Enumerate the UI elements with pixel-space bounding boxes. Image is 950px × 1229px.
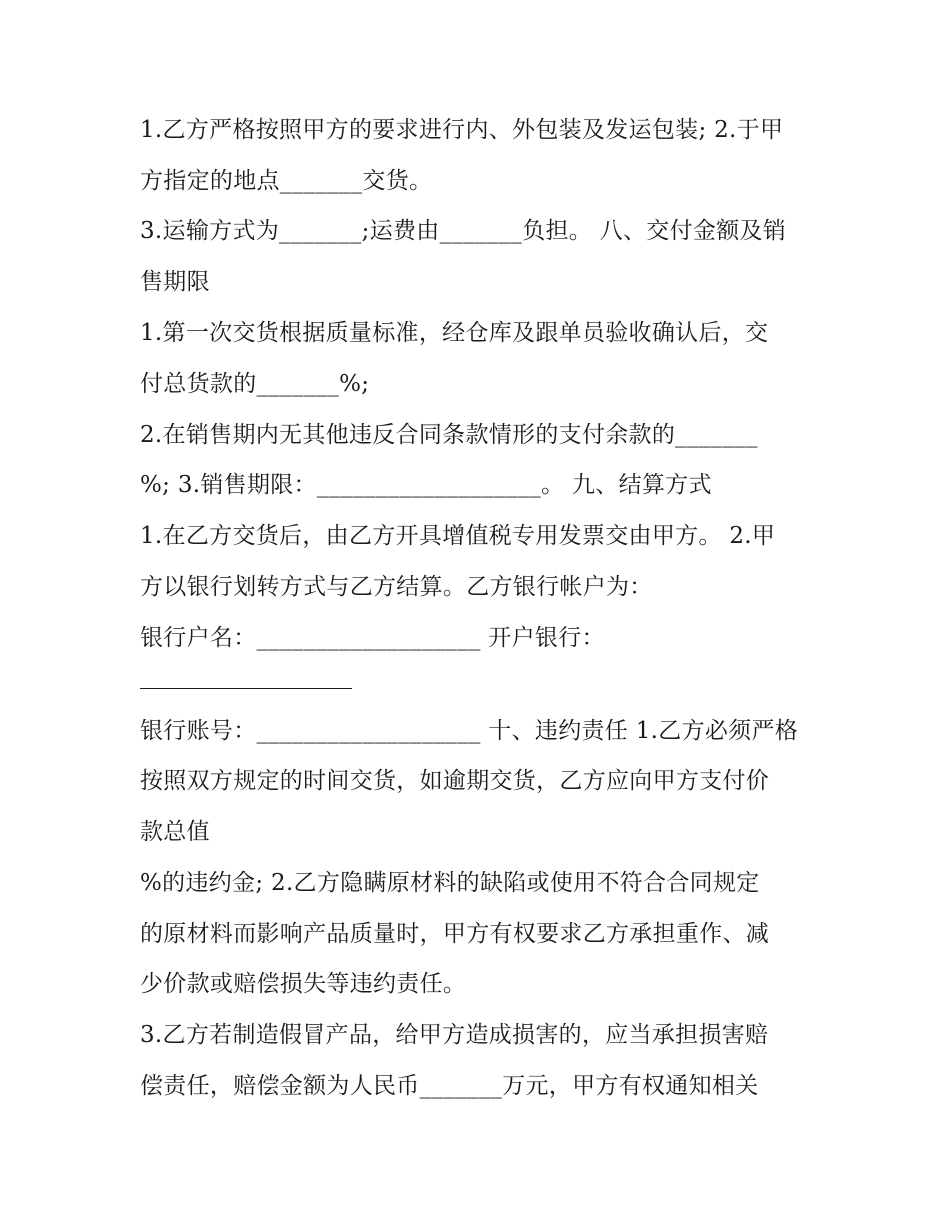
text-line: 1.乙方严格按照甲方的要求进行内、外包装及发运包装; 2.于甲 [140, 117, 784, 143]
text-line: 1.在乙方交货后，由乙方开具增值税专用发票交由甲方。 2.甲 [140, 523, 776, 549]
text-line: 款总值 [140, 819, 210, 845]
text-line: 银行户名：___________________ 开户银行： [140, 625, 605, 651]
text-line: 按照双方规定的时间交货，如逾期交货，乙方应向甲方支付价 [140, 768, 770, 794]
text-line: 方指定的地点_______交货。 [140, 168, 433, 194]
text-line: 售期限 [140, 269, 210, 295]
text-line: 2.在销售期内无其他违反合同条款情形的支付余款的_______ [140, 422, 758, 448]
blank-underline [140, 688, 352, 689]
text-line: %; 3.销售期限：___________________。 九、结算方式 [140, 472, 712, 498]
text-line: 的原材料而影响产品质量时，甲方有权要求乙方承担重作、减 [140, 921, 770, 947]
text-line: 1.第一次交货根据质量标准，经仓库及跟单员验收确认后，交 [140, 320, 769, 346]
text-line: 付总货款的_______%; [140, 371, 370, 397]
text-line: %的违约金; 2.乙方隐瞒原材料的缺陷或使用不符合合同规定 [140, 870, 760, 896]
text-line: 3.运输方式为_______;运费由_______负担。 八、交付金额及销 [140, 218, 787, 244]
text-line: 3.乙方若制造假冒产品，给甲方造成损害的，应当承担损害赔 [140, 1022, 769, 1048]
text-line: 偿责任，赔偿金额为人民币_______万元，甲方有权通知相关 [140, 1073, 759, 1099]
text-line: 方以银行划转方式与乙方结算。乙方银行帐户为： [140, 574, 653, 600]
text-line: 银行账号：___________________ 十、违约责任 1.乙方必须严格 [140, 718, 799, 744]
text-line: 少价款或赔偿损失等违约责任。 [140, 971, 467, 997]
